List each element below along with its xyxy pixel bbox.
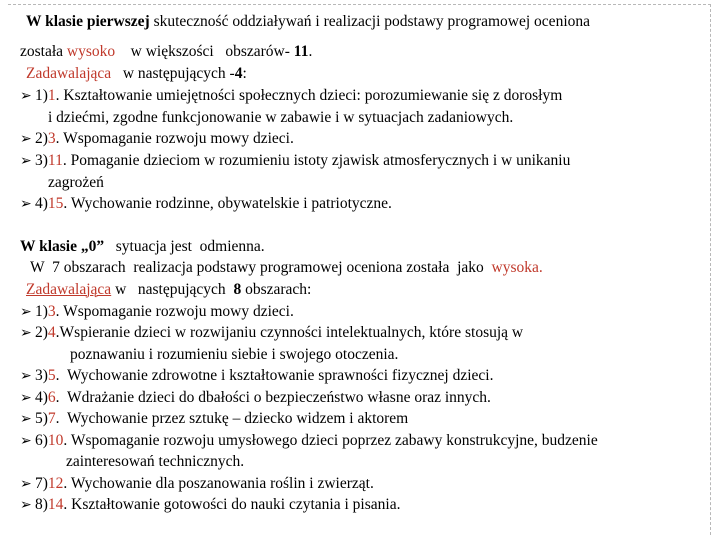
list-item: ➢ 6)10. Wspomaganie rozwoju umysłowego dzieci poprzez zabawy konstrukcyjne, budzenie <box>20 431 598 451</box>
list-item: ➢ 2)3. Wspomaganie rozwoju mowy dzieci. <box>20 129 294 149</box>
list-item-continuation: zagrożeń <box>48 174 104 191</box>
arrow-bullet-icon: ➢ <box>20 132 32 147</box>
arrow-bullet-icon: ➢ <box>20 391 32 406</box>
arrow-bullet-icon: ➢ <box>20 197 32 212</box>
arrow-bullet-icon: ➢ <box>20 369 32 384</box>
section1-heading: W klasie pierwszej <box>26 13 150 30</box>
section1-line2: została wysoko w większości obszarów- 11. <box>20 43 313 60</box>
list-item: ➢ 3)5. Wychowanie zdrowotne i kształtowanie sprawności fizycznej dzieci. <box>20 366 493 386</box>
arrow-bullet-icon: ➢ <box>20 477 32 492</box>
arrow-bullet-icon: ➢ <box>20 326 32 341</box>
list-item: ➢ 7)12. Wychowanie dla poszanowania roślin i zwierząt. <box>20 474 374 494</box>
list-item-continuation: i dziećmi, zgodne funkcjonowanie w zabawie i w sytuacjach zadaniowych. <box>48 109 514 126</box>
arrow-bullet-icon: ➢ <box>20 412 32 427</box>
arrow-bullet-icon: ➢ <box>20 434 32 449</box>
arrow-bullet-icon: ➢ <box>20 305 32 320</box>
list-item: ➢ 1)1. Kształtowanie umiejętności społecznych dzieci: porozumiewanie się z dorosłym <box>20 86 562 106</box>
arrow-bullet-icon: ➢ <box>20 89 32 104</box>
list-item: ➢ 2)4.Wspieranie dzieci w rozwijaniu czynności intelektualnych, które stosują w <box>20 323 523 343</box>
section2-line2: W 7 obszarach realizacja podstawy programowej oceniona została jako wysoka. <box>30 259 543 276</box>
section2-heading: W klasie „0” <box>20 238 105 255</box>
section1-line1: W klasie pierwszej skuteczność oddziaływań i realizacji podstawy programowej oceniona <box>26 13 590 30</box>
list-item: ➢ 3)11. Pomaganie dzieciom w rozumieniu istoty zjawisk atmosferycznych i w unikaniu <box>20 151 570 171</box>
list-item: ➢ 4)15. Wychowanie rodzinne, obywatelskie i patriotyczne. <box>20 194 392 214</box>
list-item-continuation: poznawaniu i rozumieniu siebie i swojego otoczenia. <box>70 346 399 363</box>
list-item-continuation: zainteresowań technicznych. <box>66 453 245 470</box>
arrow-bullet-icon: ➢ <box>20 154 32 169</box>
list-item: ➢ 5)7. Wychowanie przez sztukę – dziecko widzem i aktorem <box>20 409 408 429</box>
section2-line3: Zadawalająca w następujących 8 obszarach: <box>26 281 312 298</box>
arrow-bullet-icon: ➢ <box>20 498 32 513</box>
section1-line3: Zadawalająca w następujących -4: <box>26 65 247 82</box>
section2-line1: W klasie „0” sytuacja jest odmienna. <box>20 238 265 255</box>
list-item: ➢ 4)6. Wdrażanie dzieci do dbałości o bezpieczeństwo własne oraz innych. <box>20 388 491 408</box>
list-item: ➢ 1)3. Wspomaganie rozwoju mowy dzieci. <box>20 302 294 322</box>
list-item: ➢ 8)14. Kształtowanie gotowości do nauki czytania i pisania. <box>20 495 400 515</box>
